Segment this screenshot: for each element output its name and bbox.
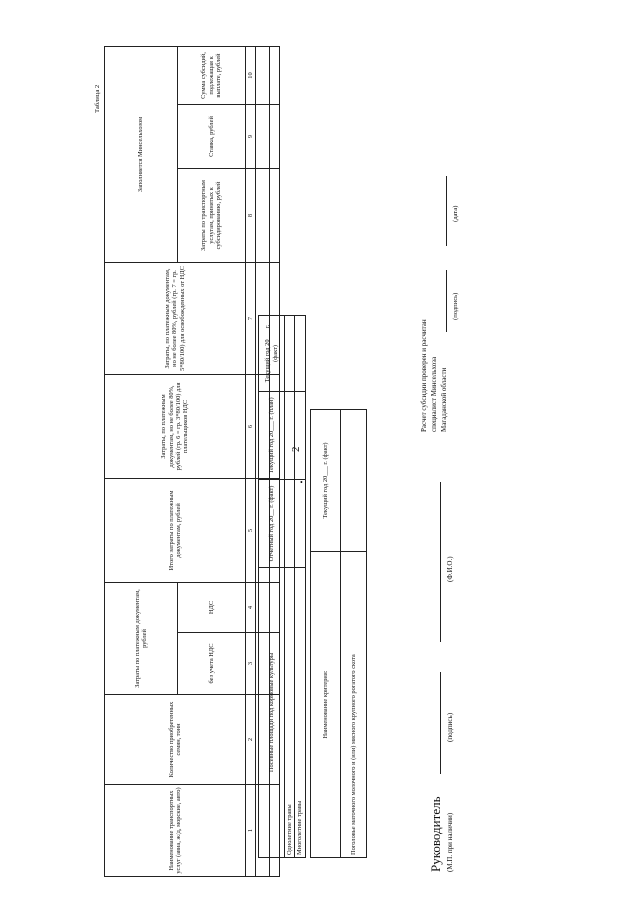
verify-sign-line: [446, 270, 447, 332]
col-number: 1: [246, 785, 256, 877]
data-cell: [295, 480, 305, 568]
header-col6: Затраты, по платежным документам, но не более 80%, рублей (гр. 6 = гр. 3*80/100) для плательщиков НДС: [105, 374, 246, 478]
header-col1: Наименование транспортных услуг (авиа, ж/д, морские, авто): [105, 785, 246, 877]
scan-dot: •: [300, 478, 303, 487]
col-number: 8: [246, 168, 256, 262]
fio-line: [440, 482, 441, 642]
crops-col3: Текущий год 20___ г. (факт): [259, 316, 285, 392]
header-col3: без учета НДС: [178, 633, 246, 695]
crops-row-label: Многолетние травы: [295, 568, 305, 858]
data-cell: [295, 392, 305, 480]
col-number: 4: [246, 582, 256, 632]
verify-line1: Расчет субсидии проверен и расчитан: [420, 319, 428, 432]
head-title: Руководитель: [428, 796, 443, 872]
col-number: 6: [246, 374, 256, 478]
col-number: 5: [246, 478, 256, 582]
crops-col1: Отчетный год 20__ г. (факт): [259, 480, 285, 568]
col-number: 3: [246, 633, 256, 695]
data-cell: [256, 168, 270, 262]
col-number: 10: [246, 46, 256, 104]
col-number: 2: [246, 695, 256, 785]
verify-line3: Магаданской области: [440, 367, 448, 432]
criteria-table-wrapper: [310, 409, 367, 858]
criteria-label: Наименование критерия:: [311, 552, 341, 858]
page-number: 2: [290, 446, 302, 452]
verify-date-caption: (дата): [452, 205, 459, 222]
header-col34-group: Затраты по платежным документам, рублей: [105, 582, 178, 694]
verify-block: [420, 132, 480, 432]
header-col5: Итого затраты по платежным документам, рублей: [105, 478, 246, 582]
main-table-wrapper: [94, 46, 280, 877]
data-cell: [295, 316, 305, 392]
main-table: [104, 46, 280, 877]
crops-table-wrapper: [258, 315, 306, 858]
data-cell: [285, 480, 295, 568]
criteria-row: Поголовье маточного молочного и (или) мясного крупного рогатого скота: [341, 552, 367, 858]
sign-caption: (подпись): [446, 712, 454, 742]
data-cell: [270, 104, 280, 168]
data-cell: [285, 392, 295, 480]
header-col7: Затраты, по платежным документам, но не более 80%, рублей (гр. 7 = гр. 5*80/100) для освобожденных от НДС: [105, 262, 246, 374]
verify-date-line: [446, 176, 447, 246]
verify-line2: специалист Минсельхоза: [430, 356, 438, 432]
col-number: 7: [246, 262, 256, 374]
crops-row-label: Однолетние травы: [285, 568, 295, 858]
header-col4: НДС: [178, 582, 246, 632]
data-cell: [256, 104, 270, 168]
header-col8: Затраты по транспортным услугам, принятых к субсидированию, рублей: [178, 168, 246, 262]
header-col2: Количество приобретенных семян, тонн: [105, 695, 246, 785]
header-col9: Ставка, рублей: [178, 104, 246, 168]
crops-col2: Текущий год 20___ г. (план): [259, 392, 285, 480]
crops-row-header: Посевные площади под кормовые культуры: [259, 568, 285, 858]
table-caption: Таблица 2: [94, 84, 101, 113]
criteria-col-header: Текущий год 20___ г. (факт): [311, 410, 341, 552]
data-cell: [341, 410, 367, 552]
col-number: 9: [246, 104, 256, 168]
verify-sign-caption: (подпись): [452, 292, 459, 320]
criteria-table: [310, 409, 367, 858]
signature-line: [440, 672, 441, 774]
header-col10: Сумма субсидий, подлежащая к выплате, рублей: [178, 46, 246, 104]
data-cell: [270, 46, 280, 104]
fio-caption: (Ф.И.О.): [446, 556, 454, 582]
crops-table: [258, 315, 306, 858]
data-cell: [285, 316, 295, 392]
signature-block: [428, 412, 468, 872]
header-col810-group: Заполняется Минсельхозом: [105, 46, 178, 262]
data-cell: [256, 46, 270, 104]
data-cell: [270, 168, 280, 262]
mp-caption: (М.П. при наличии): [446, 812, 454, 872]
